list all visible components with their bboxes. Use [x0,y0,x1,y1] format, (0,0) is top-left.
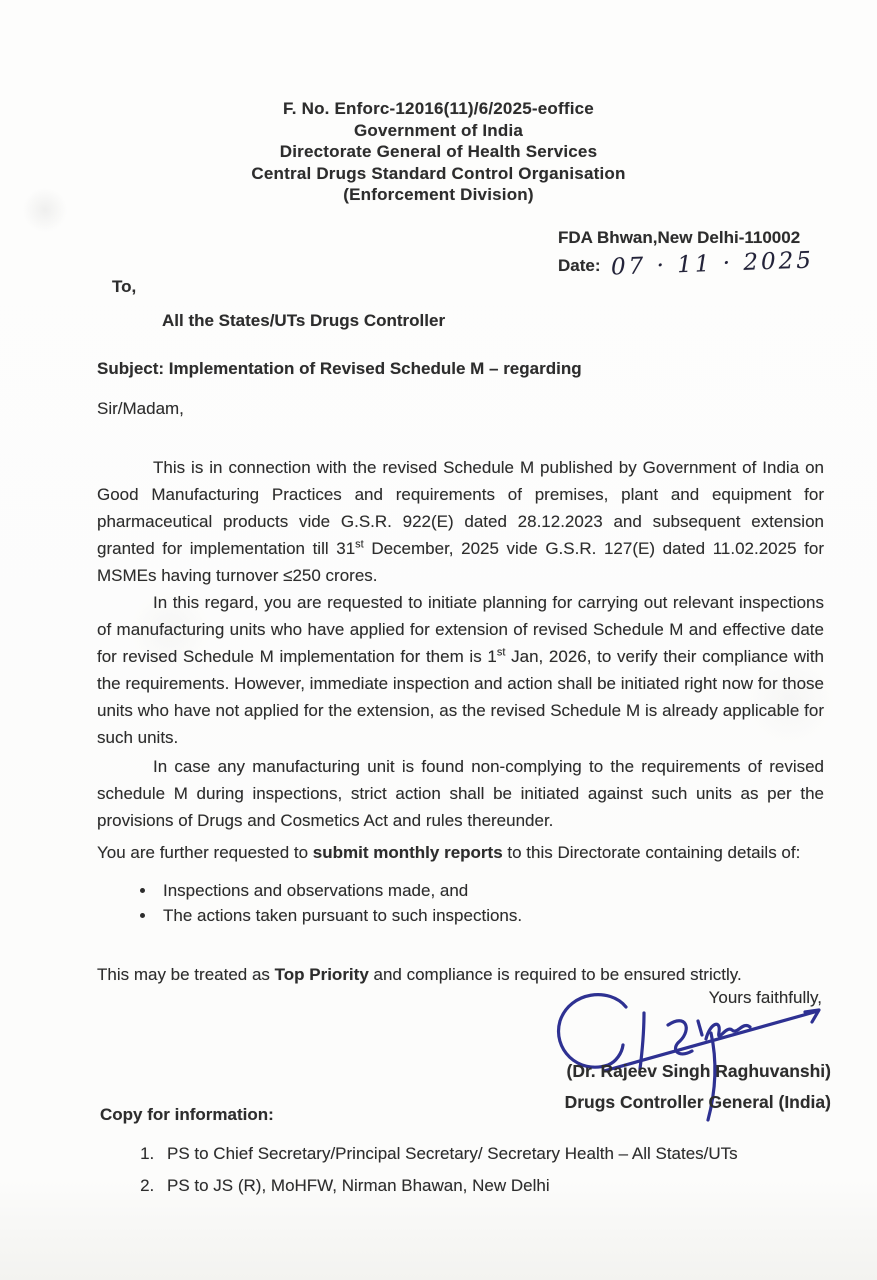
para2-text-cont: Jan, 2026, to verify their compliance with the requirements. However, immediate inspection and action shall be initiated right now for those units who have not applied for the extension, as the revised Schedule M is already applicable for such units. [97,647,825,747]
para4-text-cont: to this Directorate containing details of: [502,843,801,862]
org-line-cdsco: Central Drugs Standard Control Organisation [251,163,626,183]
subject-line: Subject: Implementation of Revised Schedule M – regarding [97,359,582,378]
body-paragraph-3: In case any manufacturing unit is found non-complying to the requirements of revised schedule M during inspections, strict action shall be initiated against such units as per the provisions of Drugs and Cosmetics Act and rules thereunder. [97,757,824,830]
addressee: All the States/UTs Drugs Controller [162,311,446,330]
para5-text-cont: and compliance is required to be ensured strictly. [368,965,742,984]
list-item: • Inspections and observations made, and [157,878,522,903]
to-label: To, [112,277,137,296]
report-details-list [137,878,522,928]
para5-bold-phrase: Top Priority [274,965,369,984]
para1-text-cont: December, 2025 vide G.S.R. 127(E) dated 11.02.2025 for MSMEs having turnover ≤250 crores. [97,539,824,585]
para5-text: This may be treated as [97,965,275,984]
para1-superscript: st [355,538,364,551]
signatory-block [565,1056,831,1118]
body-paragraph-4 [97,839,824,866]
list-item: 1. PS to Chief Secretary/Principal Secretary/ Secretary Health – All States/UTs [159,1138,738,1170]
para1-text: This is in connection with the revised Schedule M published by Government of India on Good Manufacturing Practices and requirements of premises, plant and equipment for pharmaceutical products vide G.S.R. 922(E) dated 28.12.2023 and subsequent extension granted for implementation till 31 [97,458,824,558]
handwritten-date: 07 · 11 · 2025 [610,247,814,281]
para4-bold-phrase: submit monthly reports [312,843,503,862]
date-row [558,247,814,281]
copy-for-information-heading: Copy for information: [100,1105,274,1124]
file-number: F. No. Enforc-12016(11)/6/2025-eoffice [283,99,594,118]
list-item: • The actions taken pursuant to such inspections. [157,903,522,928]
para4-text: You are further requested to [97,843,313,862]
para2-superscript: st [496,646,506,659]
signatory-name: (Dr. Rajeev Singh Raghuvanshi) [566,1061,831,1081]
greeting: Sir/Madam, [97,399,184,418]
signatory-title: Drugs Controller General (India) [564,1092,831,1112]
body-paragraph-1 [97,454,824,589]
org-line-division: (Enforcement Division) [343,185,534,204]
office-address: FDA Bhwan,New Delhi-110002 [558,228,801,247]
valediction: Yours faithfully, [708,988,822,1007]
letterhead [0,98,877,206]
copy-recipients-list [137,1138,738,1202]
date-label: Date: [558,256,601,275]
address-date-block [558,224,813,279]
body-paragraph-2 [97,589,824,751]
para2-text: In this regard, you are requested to initiate planning for carrying out relevant inspections of manufacturing units who have applied for extension of revised Schedule M and effective date for revised Schedule M implementation for them is 1 [97,593,824,666]
org-line-directorate: Directorate General of Health Services [279,142,598,161]
body-paragraph-5 [97,961,824,988]
list-item: 2. PS to JS (R), MoHFW, Nirman Bhawan, New Delhi [159,1170,738,1202]
org-line-government: Government of India [353,120,524,140]
